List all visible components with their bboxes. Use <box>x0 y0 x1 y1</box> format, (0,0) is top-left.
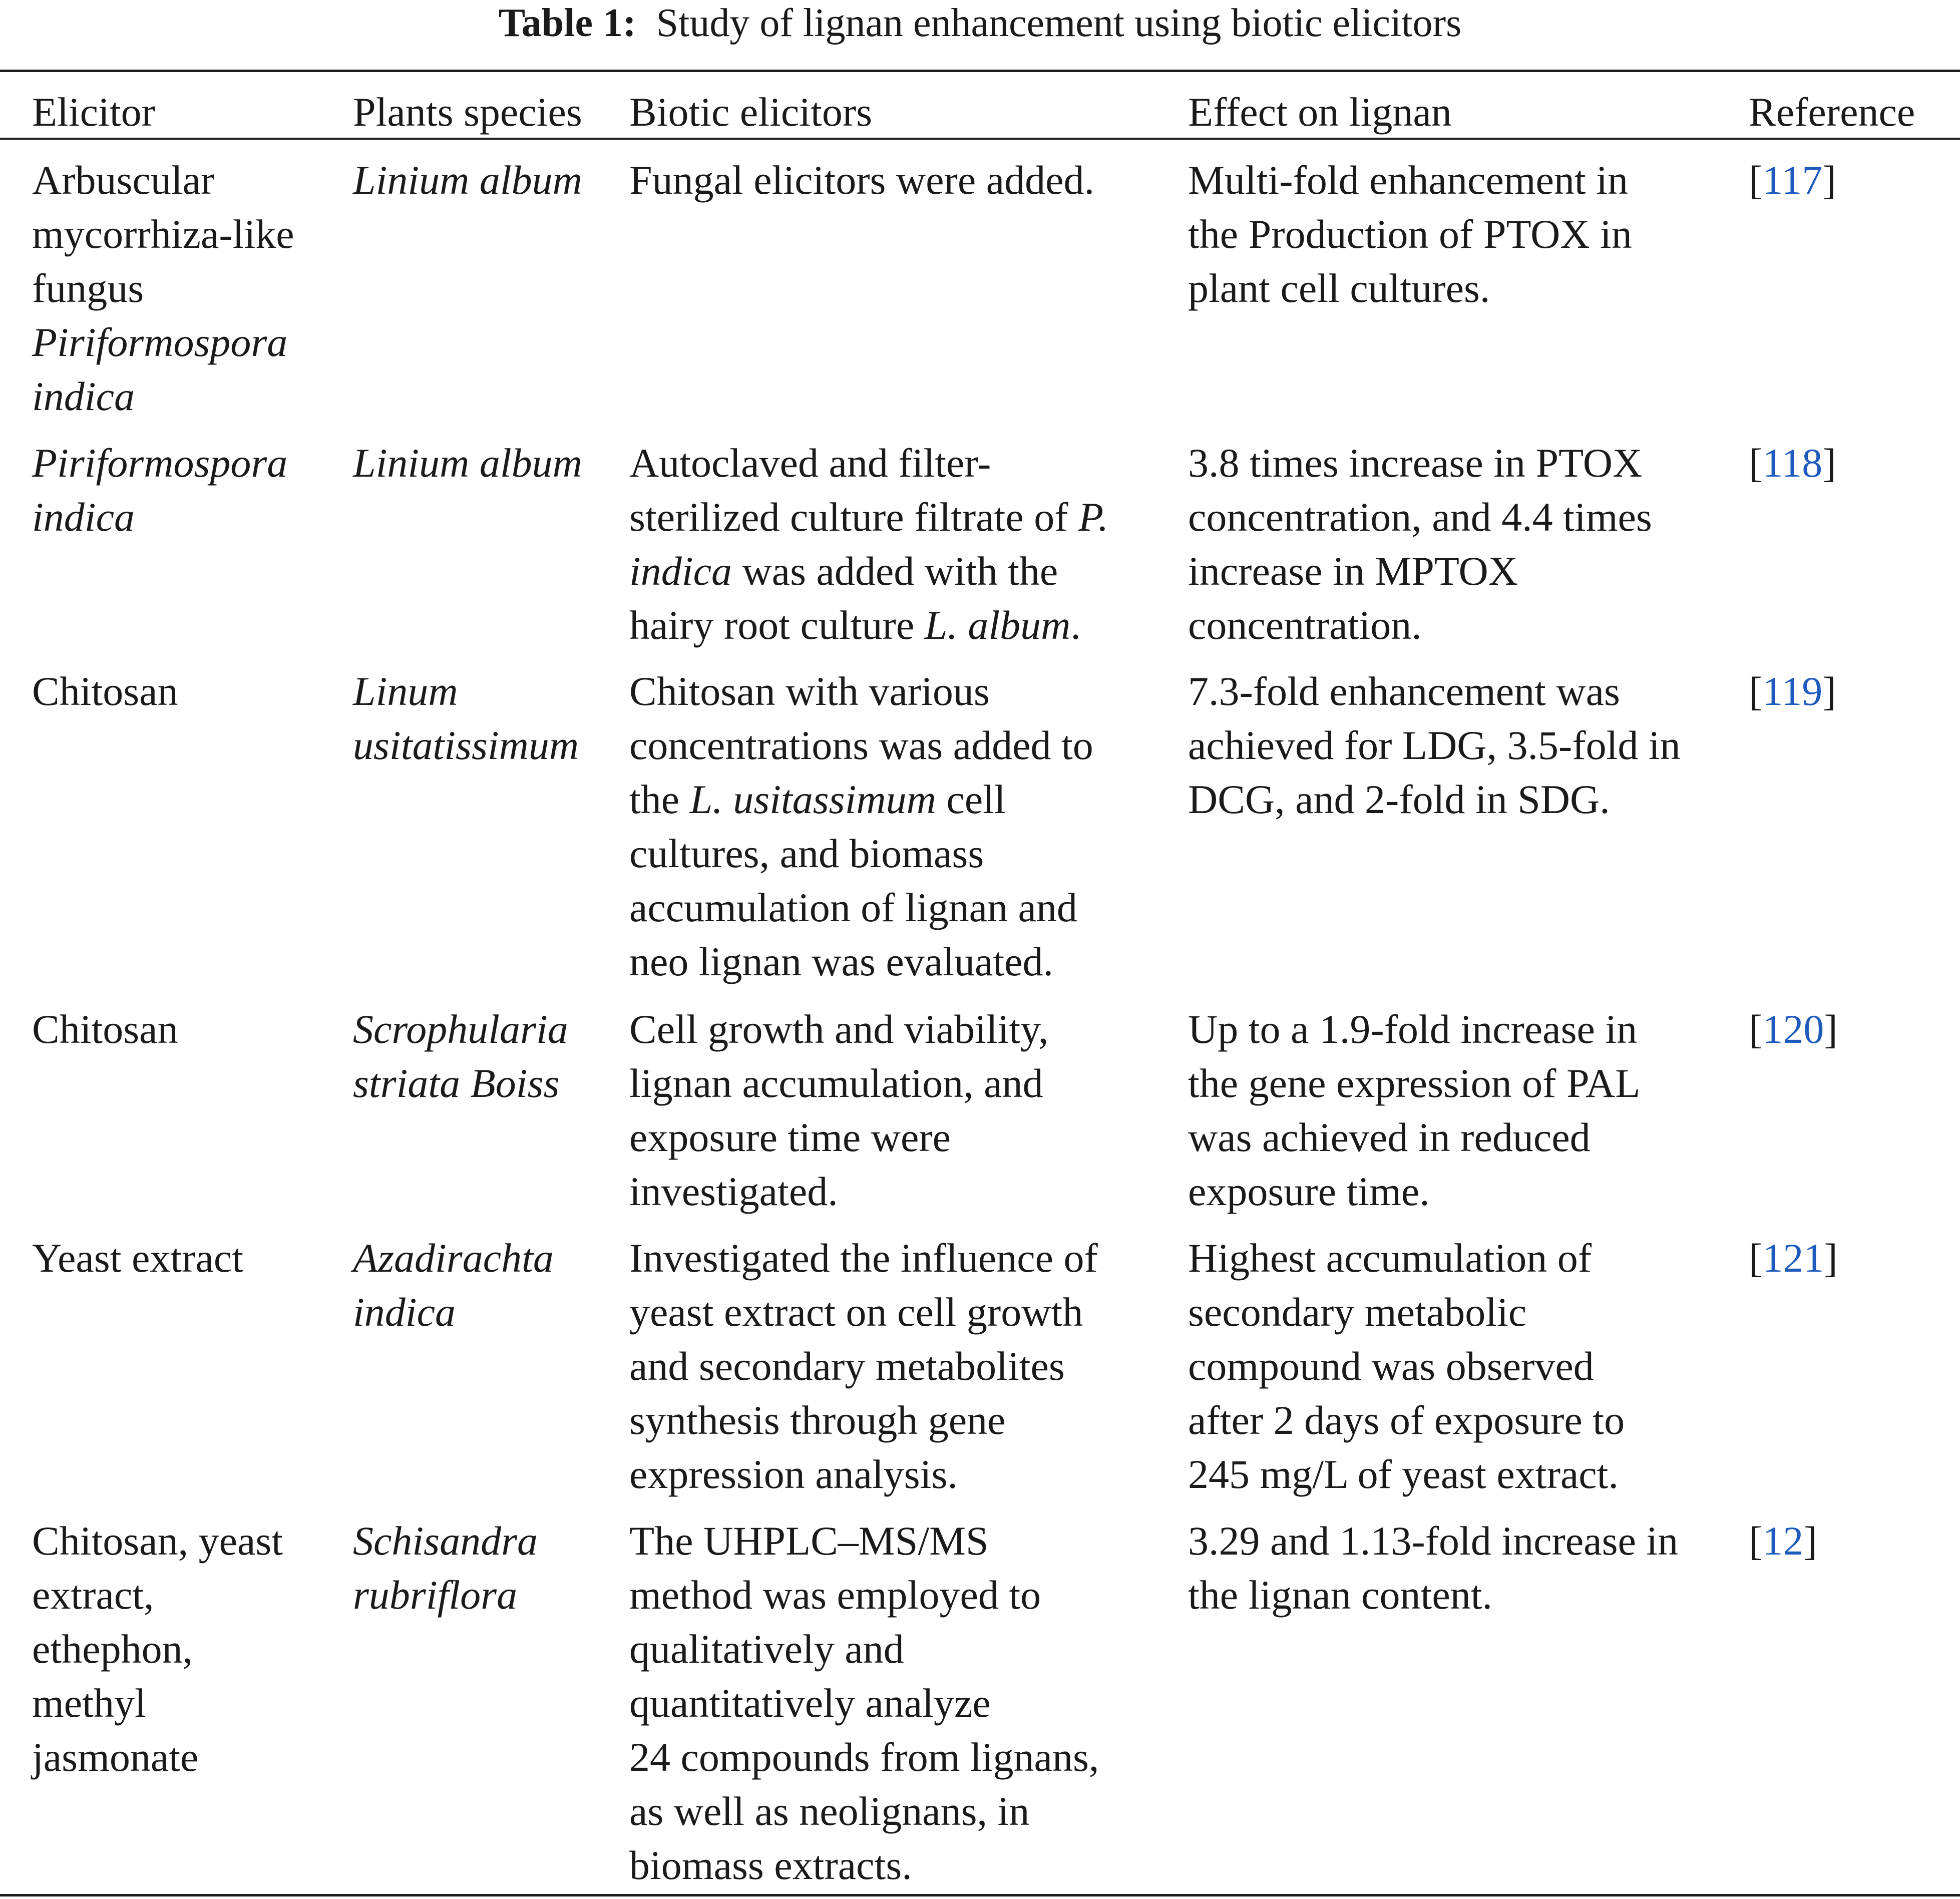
biotic-cell: Fungal elicitors were added. <box>629 157 1095 203</box>
top-rule <box>0 70 1960 72</box>
header-reference: Reference <box>1749 89 1915 135</box>
effect-cell: Highest accumulation of secondary metabolic compound was observed after 2 days of exposure to 245 mg/L of yeast extract. <box>1188 1235 1625 1497</box>
reference-link[interactable]: 118 <box>1762 440 1823 486</box>
biotic-cell: Chitosan with various concentrations was added to the L. usitassimum cell cultures, and biomass accumulation of lignan and neo lignan was evaluated. <box>629 668 1093 984</box>
species-cell: Scrophularia striata Boiss <box>353 1006 568 1106</box>
reference-cell: [117] <box>1749 157 1836 203</box>
header-rule <box>0 138 1960 140</box>
reference-cell: [121] <box>1749 1235 1838 1281</box>
biotic-cell: The UHPLC–MS/MS method was employed to qualitatively and quantitatively analyze 24 compounds from lignans, as well as neolignans, in biomass extracts. <box>629 1518 1099 1888</box>
reference-link[interactable]: 121 <box>1762 1235 1824 1281</box>
species-cell: Linum usitatissimum <box>353 668 579 768</box>
elicitor-cell: Piriformospora indica <box>32 440 288 540</box>
reference-cell: [120] <box>1749 1006 1838 1052</box>
reference-link[interactable]: 119 <box>1762 668 1823 714</box>
table-caption <box>0 0 1960 47</box>
reference-link[interactable]: 12 <box>1762 1518 1804 1564</box>
elicitor-cell: Arbuscular mycorrhiza-like fungus Piriformospora indica <box>32 157 294 419</box>
effect-cell: 7.3-fold enhancement was achieved for LDG, 3.5-fold in DCG, and 2-fold in SDG. <box>1188 668 1681 822</box>
elicitor-cell: Chitosan <box>32 668 178 714</box>
effect-cell: 3.29 and 1.13-fold increase in the lignan content. <box>1188 1518 1679 1618</box>
species-cell: Azadirachta indica <box>353 1235 554 1335</box>
effect-cell: 3.8 times increase in PTOX concentration, and 4.4 times increase in MPTOX concentration. <box>1188 440 1652 648</box>
elicitor-cell: Yeast extract <box>32 1235 244 1281</box>
species-cell: Linium album <box>353 440 582 486</box>
elicitor-cell: Chitosan, yeast extract, ethephon, methyl jasmonate <box>32 1518 283 1780</box>
header-elicitor: Elicitor <box>32 89 155 135</box>
bottom-rule <box>0 1894 1960 1896</box>
reference-link[interactable]: 117 <box>1762 157 1823 203</box>
reference-link[interactable]: 120 <box>1762 1006 1824 1052</box>
reference-cell: [119] <box>1749 668 1836 714</box>
biotic-cell: Autoclaved and filter- sterilized culture filtrate of P. indica was added with the hairy root culture L. album. <box>629 440 1109 648</box>
caption-text: Study of lignan enhancement using biotic elicitors <box>656 1 1462 45</box>
caption-label: Table 1: <box>498 1 636 45</box>
header-biotic-elicitors: Biotic elicitors <box>629 89 873 135</box>
species-cell: Schisandra rubriflora <box>353 1518 538 1618</box>
species-cell: Linium album <box>353 157 582 203</box>
effect-cell: Up to a 1.9-fold increase in the gene expression of PAL was achieved in reduced exposure time. <box>1188 1006 1641 1214</box>
reference-cell: [12] <box>1749 1518 1817 1564</box>
biotic-cell: Cell growth and viability, lignan accumulation, and exposure time were investigated. <box>629 1006 1049 1214</box>
biotic-cell: Investigated the influence of yeast extract on cell growth and secondary metabolites synthesis through gene expression analysis. <box>629 1235 1098 1497</box>
elicitor-cell: Chitosan <box>32 1006 178 1052</box>
header-effect-on-lignan: Effect on lignan <box>1188 89 1452 135</box>
header-plants-species: Plants species <box>353 89 582 135</box>
reference-cell: [118] <box>1749 440 1836 486</box>
effect-cell: Multi-fold enhancement in the Production of PTOX in plant cell cultures. <box>1188 157 1632 311</box>
